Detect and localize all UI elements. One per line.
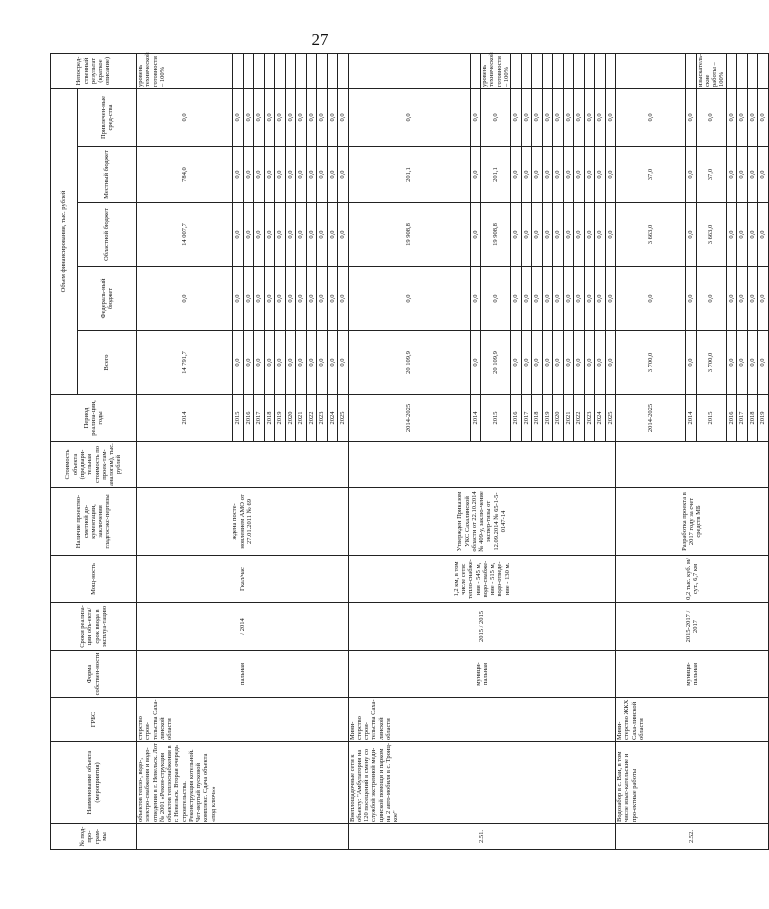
regional-cell: 0,0 bbox=[542, 203, 553, 267]
local-cell: 0,0 bbox=[747, 147, 758, 203]
local-cell: 0,0 bbox=[726, 147, 737, 203]
attracted-cell: 0,0 bbox=[737, 88, 748, 146]
result-cell bbox=[511, 53, 522, 88]
result-cell bbox=[348, 53, 470, 88]
local-cell: 0,0 bbox=[317, 147, 328, 203]
header-funding: Объем финансирования, тыс. рублей bbox=[51, 88, 78, 394]
local-cell: 0,0 bbox=[233, 147, 244, 203]
regional-cell: 0,0 bbox=[470, 203, 481, 267]
attracted-cell: 0,0 bbox=[317, 88, 328, 146]
total-cell: 0,0 bbox=[264, 331, 275, 395]
regional-cell: 0,0 bbox=[317, 203, 328, 267]
regional-cell: 0,0 bbox=[686, 203, 697, 267]
object-name: объектов тепло-, водо-, электро-снабжения и водо-отведения в г. Невельск. Лот № 2001 «Рекон-струкция объектов теплоснабжения в г. Невельск. Вторая очередь строительства. Реконструкция котельной. Чет-вертый пусковой комплекс. Сдача объекта «под ключ»» bbox=[137, 742, 349, 824]
attracted-cell: 0,0 bbox=[584, 88, 595, 146]
period-cell: 2023 bbox=[584, 395, 595, 442]
deadline-cell: 2015 / 2015 bbox=[348, 603, 616, 651]
total-cell: 0,0 bbox=[317, 331, 328, 395]
total-cell: 0,0 bbox=[563, 331, 574, 395]
total-cell: 3 700,0 bbox=[696, 331, 726, 395]
total-cell: 0,0 bbox=[584, 331, 595, 395]
local-cell: 0,0 bbox=[686, 147, 697, 203]
result-cell bbox=[532, 53, 543, 88]
local-cell: 0,0 bbox=[553, 147, 564, 203]
regional-cell: 0,0 bbox=[758, 203, 769, 267]
period-cell: 2014-2025 bbox=[616, 395, 686, 442]
federal-cell: 0,0 bbox=[747, 267, 758, 331]
regional-cell: 0,0 bbox=[726, 203, 737, 267]
local-cell: 0,0 bbox=[521, 147, 532, 203]
regional-cell: 0,0 bbox=[584, 203, 595, 267]
total-cell: 0,0 bbox=[285, 331, 296, 395]
local-cell: 0,0 bbox=[327, 147, 338, 203]
total-cell: 0,0 bbox=[233, 331, 244, 395]
federal-cell: 0,0 bbox=[563, 267, 574, 331]
regional-cell: 14 007,7 bbox=[137, 203, 233, 267]
header-number: № под-про-грам-мы bbox=[51, 824, 137, 850]
regional-cell: 0,0 bbox=[275, 203, 286, 267]
period-cell: 2018 bbox=[264, 395, 275, 442]
local-cell: 0,0 bbox=[584, 147, 595, 203]
attracted-cell: 0,0 bbox=[605, 88, 616, 146]
period-cell: 2014 bbox=[686, 395, 697, 442]
local-cell: 0,0 bbox=[264, 147, 275, 203]
federal-cell: 0,0 bbox=[696, 267, 726, 331]
result-cell bbox=[616, 53, 686, 88]
local-cell: 0,0 bbox=[595, 147, 606, 203]
result-cell bbox=[338, 53, 349, 88]
federal-cell: 0,0 bbox=[726, 267, 737, 331]
regional-cell: 0,0 bbox=[532, 203, 543, 267]
local-cell: 0,0 bbox=[542, 147, 553, 203]
regional-cell: 0,0 bbox=[243, 203, 254, 267]
federal-cell: 0,0 bbox=[348, 267, 470, 331]
result-cell bbox=[563, 53, 574, 88]
local-cell: 0,0 bbox=[563, 147, 574, 203]
federal-cell: 0,0 bbox=[521, 267, 532, 331]
regional-cell: 0,0 bbox=[605, 203, 616, 267]
header-docs: Наличие проектно-сметной до-кументации, заключения гладгосэкс-пертизы bbox=[51, 488, 137, 556]
period-cell: 2023 bbox=[317, 395, 328, 442]
total-cell: 0,0 bbox=[686, 331, 697, 395]
attracted-cell: 0,0 bbox=[511, 88, 522, 146]
header-name: Наименование объекта (мероприятия) bbox=[51, 742, 137, 824]
regional-cell: 0,0 bbox=[511, 203, 522, 267]
regional-cell: 0,0 bbox=[296, 203, 307, 267]
total-cell: 0,0 bbox=[542, 331, 553, 395]
table-row bbox=[137, 13, 233, 849]
total-cell: 0,0 bbox=[553, 331, 564, 395]
federal-cell: 0,0 bbox=[758, 267, 769, 331]
federal-cell: 0,0 bbox=[338, 267, 349, 331]
regional-cell: 3 663,0 bbox=[616, 203, 686, 267]
total-cell: 0,0 bbox=[511, 331, 522, 395]
period-cell: 2015 bbox=[696, 395, 726, 442]
regional-cell: 19 908,8 bbox=[481, 203, 511, 267]
header-federal: Федераль-ный бюджет bbox=[78, 267, 137, 331]
regional-cell: 0,0 bbox=[306, 203, 317, 267]
federal-cell: 0,0 bbox=[686, 267, 697, 331]
table-body bbox=[137, 13, 769, 849]
period-cell: 2016 bbox=[726, 395, 737, 442]
total-cell: 0,0 bbox=[327, 331, 338, 395]
total-cell: 0,0 bbox=[338, 331, 349, 395]
total-cell: 0,0 bbox=[470, 331, 481, 395]
local-cell: 0,0 bbox=[758, 147, 769, 203]
total-cell: 3 700,0 bbox=[616, 331, 686, 395]
grbs-cell: Мини-стерство ЖКХ Саха-линской области bbox=[616, 698, 769, 742]
ownership-cell: муници-пальная bbox=[348, 651, 616, 698]
federal-cell: 0,0 bbox=[296, 267, 307, 331]
federal-cell: 0,0 bbox=[481, 267, 511, 331]
local-cell: 0,0 bbox=[532, 147, 543, 203]
local-cell: 0,0 bbox=[243, 147, 254, 203]
attracted-cell: 0,0 bbox=[306, 88, 317, 146]
federal-cell: 0,0 bbox=[285, 267, 296, 331]
header-deadline: Сроки реализа-ции объ-екта/срок ввода в эксплуа-тацию bbox=[51, 603, 137, 651]
attracted-cell: 0,0 bbox=[521, 88, 532, 146]
period-cell: 2014 bbox=[137, 395, 233, 442]
ownership-cell: муници-пальная bbox=[616, 651, 769, 698]
deadline-cell: / 2014 bbox=[137, 603, 349, 651]
federal-cell: 0,0 bbox=[532, 267, 543, 331]
docs-cell: ждена посте-новлением АМО от 27.01.2011 № 69 bbox=[137, 488, 349, 556]
result-cell bbox=[737, 53, 748, 88]
total-cell: 0,0 bbox=[296, 331, 307, 395]
attracted-cell: 0,0 bbox=[616, 88, 686, 146]
period-cell: 2022 bbox=[306, 395, 317, 442]
federal-cell: 0,0 bbox=[595, 267, 606, 331]
federal-cell: 0,0 bbox=[737, 267, 748, 331]
attracted-cell: 0,0 bbox=[542, 88, 553, 146]
period-cell: 2014 bbox=[470, 395, 481, 442]
federal-cell: 0,0 bbox=[584, 267, 595, 331]
period-cell: 2020 bbox=[553, 395, 564, 442]
period-cell: 2019 bbox=[275, 395, 286, 442]
object-name: Водозабор в с. Ваи, в том числе изыс-кательские и про-ектные работы bbox=[616, 742, 769, 824]
federal-cell: 0,0 bbox=[306, 267, 317, 331]
result-cell bbox=[521, 53, 532, 88]
subprogram-number: 2.51. bbox=[348, 824, 616, 850]
header-cost: Стоимость объекта (предвари-тельная стоимость по проек-там-аналогам), тыс. рублей bbox=[51, 442, 137, 488]
period-cell: 2019 bbox=[758, 395, 769, 442]
attracted-cell: 0,0 bbox=[726, 88, 737, 146]
grbs-cell: стерство строи-тельства Саха-линской области bbox=[137, 698, 349, 742]
federal-cell: 0,0 bbox=[275, 267, 286, 331]
regional-cell: 0,0 bbox=[521, 203, 532, 267]
local-cell: 37,0 bbox=[696, 147, 726, 203]
total-cell: 20 109,9 bbox=[481, 331, 511, 395]
regional-cell: 0,0 bbox=[747, 203, 758, 267]
deadline-cell: 2015-2017 / 2017 bbox=[616, 603, 769, 651]
total-cell: 0,0 bbox=[521, 331, 532, 395]
federal-cell: 0,0 bbox=[553, 267, 564, 331]
header-regional: Областной бюджет bbox=[78, 203, 137, 267]
federal-cell: 0,0 bbox=[137, 267, 233, 331]
regional-cell: 19 908,8 bbox=[348, 203, 470, 267]
total-cell: 0,0 bbox=[595, 331, 606, 395]
local-cell: 0,0 bbox=[275, 147, 286, 203]
federal-cell: 0,0 bbox=[616, 267, 686, 331]
object-name: Внеплощадочные сети к объекту: "Амбулатория на 120 посещений в смену со службой экстренной меди-цинской помощи и парком на 2 авто-мобиля в с. Троиц-кое" bbox=[348, 742, 616, 824]
local-cell: 0,0 bbox=[470, 147, 481, 203]
federal-cell: 0,0 bbox=[605, 267, 616, 331]
result-cell bbox=[595, 53, 606, 88]
attracted-cell: 0,0 bbox=[243, 88, 254, 146]
result-cell bbox=[574, 53, 585, 88]
regional-cell: 0,0 bbox=[264, 203, 275, 267]
docs-cell: Утвержден Приказом УКС Сахалинской области от 22.10.2014 № 409-у, заклю-чение экспер-тизы от 12.09.2014 № 65-1-5-0147-14 bbox=[348, 488, 616, 556]
total-cell: 0,0 bbox=[254, 331, 265, 395]
federal-cell: 0,0 bbox=[574, 267, 585, 331]
header-ownership: Форма собствен-ности bbox=[51, 651, 137, 698]
regional-cell: 0,0 bbox=[338, 203, 349, 267]
cost-cell bbox=[616, 442, 769, 488]
attracted-cell: 0,0 bbox=[686, 88, 697, 146]
docs-cell: Разработка проекта в 2017 году за счет средств МБ bbox=[616, 488, 769, 556]
period-cell: 2017 bbox=[737, 395, 748, 442]
federal-cell: 0,0 bbox=[254, 267, 265, 331]
regional-cell: 0,0 bbox=[553, 203, 564, 267]
attracted-cell: 0,0 bbox=[532, 88, 543, 146]
attracted-cell: 0,0 bbox=[696, 88, 726, 146]
total-cell: 0,0 bbox=[737, 331, 748, 395]
local-cell: 0,0 bbox=[254, 147, 265, 203]
result-cell bbox=[275, 53, 286, 88]
attracted-cell: 0,0 bbox=[747, 88, 758, 146]
attracted-cell: 0,0 bbox=[327, 88, 338, 146]
result-cell bbox=[605, 53, 616, 88]
local-cell: 37,0 bbox=[616, 147, 686, 203]
result-cell bbox=[306, 53, 317, 88]
local-cell: 201,1 bbox=[481, 147, 511, 203]
attracted-cell: 0,0 bbox=[348, 88, 470, 146]
attracted-cell: 0,0 bbox=[275, 88, 286, 146]
total-cell: 0,0 bbox=[532, 331, 543, 395]
result-cell bbox=[317, 53, 328, 88]
period-cell: 2018 bbox=[747, 395, 758, 442]
period-cell: 2017 bbox=[521, 395, 532, 442]
capacity-cell: 0,2 тыс. куб. м/сут., 6,7 км bbox=[616, 556, 769, 603]
result-cell bbox=[726, 53, 737, 88]
result-cell bbox=[758, 53, 769, 88]
federal-cell: 0,0 bbox=[233, 267, 244, 331]
attracted-cell: 0,0 bbox=[563, 88, 574, 146]
federal-cell: 0,0 bbox=[327, 267, 338, 331]
attracted-cell: 0,0 bbox=[296, 88, 307, 146]
result-cell bbox=[470, 53, 481, 88]
attracted-cell: 0,0 bbox=[574, 88, 585, 146]
result-cell: изыскатель-ские работы – 100% bbox=[696, 53, 726, 87]
total-cell: 0,0 bbox=[726, 331, 737, 395]
regional-cell: 0,0 bbox=[285, 203, 296, 267]
total-cell: 0,0 bbox=[747, 331, 758, 395]
regional-cell: 3 663,0 bbox=[696, 203, 726, 267]
attracted-cell: 0,0 bbox=[553, 88, 564, 146]
period-cell: 2015 bbox=[233, 395, 244, 442]
attracted-cell: 0,0 bbox=[137, 88, 233, 146]
local-cell: 0,0 bbox=[737, 147, 748, 203]
local-cell: 0,0 bbox=[338, 147, 349, 203]
period-cell: 2017 bbox=[254, 395, 265, 442]
result-cell bbox=[747, 53, 758, 88]
period-cell: 2024 bbox=[327, 395, 338, 442]
result-cell bbox=[233, 53, 244, 88]
local-cell: 0,0 bbox=[605, 147, 616, 203]
local-cell: 0,0 bbox=[511, 147, 522, 203]
attracted-cell: 0,0 bbox=[481, 88, 511, 146]
result-cell bbox=[243, 53, 254, 88]
header-period: Период реализа-ции, годы bbox=[51, 395, 137, 442]
local-cell: 201,1 bbox=[348, 147, 470, 203]
result-cell bbox=[542, 53, 553, 88]
total-cell: 0,0 bbox=[574, 331, 585, 395]
attracted-cell: 0,0 bbox=[264, 88, 275, 146]
header-grbs: ГРБС bbox=[51, 698, 137, 742]
header-local: Местный бюджет bbox=[78, 147, 137, 203]
total-cell: 0,0 bbox=[275, 331, 286, 395]
period-cell: 2021 bbox=[296, 395, 307, 442]
result-cell bbox=[327, 53, 338, 88]
header-capacity: Мощ-ность bbox=[51, 556, 137, 603]
period-cell: 2016 bbox=[243, 395, 254, 442]
period-cell: 2016 bbox=[511, 395, 522, 442]
total-cell: 20 109,9 bbox=[348, 331, 470, 395]
attracted-cell: 0,0 bbox=[470, 88, 481, 146]
federal-cell: 0,0 bbox=[243, 267, 254, 331]
capacity-cell: Гкал/час bbox=[137, 556, 349, 603]
regional-cell: 0,0 bbox=[563, 203, 574, 267]
result-cell bbox=[553, 53, 564, 88]
program-objects-table bbox=[50, 13, 769, 850]
period-cell: 2015 bbox=[481, 395, 511, 442]
federal-cell: 0,0 bbox=[470, 267, 481, 331]
federal-cell: 0,0 bbox=[264, 267, 275, 331]
period-cell: 2014-2025 bbox=[348, 395, 470, 442]
local-cell: 784,0 bbox=[137, 147, 233, 203]
subprogram-number: 2.52. bbox=[616, 824, 769, 850]
ownership-cell: пальная bbox=[137, 651, 349, 698]
attracted-cell: 0,0 bbox=[758, 88, 769, 146]
result-cell bbox=[285, 53, 296, 88]
total-cell: 0,0 bbox=[605, 331, 616, 395]
attracted-cell: 0,0 bbox=[338, 88, 349, 146]
period-cell: 2020 bbox=[285, 395, 296, 442]
subprogram-number bbox=[137, 824, 349, 850]
period-cell: 2022 bbox=[574, 395, 585, 442]
result-cell: уровень технической готовности – 100% bbox=[137, 53, 233, 88]
header-result: Непосред-ственный результат (краткое описание) bbox=[51, 53, 137, 88]
result-cell: уровень технической готовности – 100% bbox=[481, 52, 510, 87]
local-cell: 0,0 bbox=[296, 147, 307, 203]
federal-cell: 0,0 bbox=[542, 267, 553, 331]
table-row bbox=[348, 13, 470, 849]
result-cell bbox=[686, 53, 697, 88]
cost-cell bbox=[348, 442, 616, 488]
total-cell: 14 791,7 bbox=[137, 331, 233, 395]
regional-cell: 0,0 bbox=[574, 203, 585, 267]
page-number: 27 bbox=[311, 30, 329, 49]
header-attracted: Привлечен-ные сред-ства bbox=[78, 88, 137, 146]
federal-cell: 0,0 bbox=[511, 267, 522, 331]
result-cell bbox=[254, 53, 265, 88]
attracted-cell: 0,0 bbox=[285, 88, 296, 146]
regional-cell: 0,0 bbox=[327, 203, 338, 267]
result-cell bbox=[264, 53, 275, 88]
period-cell: 2024 bbox=[595, 395, 606, 442]
attracted-cell: 0,0 bbox=[233, 88, 244, 146]
attracted-cell: 0,0 bbox=[595, 88, 606, 146]
regional-cell: 0,0 bbox=[233, 203, 244, 267]
capacity-cell: 1,2 км, в том числе сети: тепло-снабже-ния - 545 м, водо-снабже-ние - 515 м, водо-отведе-ние - 130 м. bbox=[348, 556, 616, 603]
period-cell: 2018 bbox=[532, 395, 543, 442]
result-cell bbox=[584, 53, 595, 88]
total-cell: 0,0 bbox=[758, 331, 769, 395]
regional-cell: 0,0 bbox=[595, 203, 606, 267]
rotated-table-frame bbox=[50, 52, 767, 850]
header-total: Всего bbox=[78, 331, 137, 395]
period-cell: 2025 bbox=[605, 395, 616, 442]
regional-cell: 0,0 bbox=[737, 203, 748, 267]
local-cell: 0,0 bbox=[285, 147, 296, 203]
federal-cell: 0,0 bbox=[317, 267, 328, 331]
total-cell: 0,0 bbox=[306, 331, 317, 395]
result-cell bbox=[296, 53, 307, 88]
cost-cell bbox=[137, 442, 349, 488]
local-cell: 0,0 bbox=[574, 147, 585, 203]
regional-cell: 0,0 bbox=[254, 203, 265, 267]
grbs-cell: Мини-стерство строи-тельства Саха-линской области bbox=[348, 698, 616, 742]
period-cell: 2021 bbox=[563, 395, 574, 442]
period-cell: 2019 bbox=[542, 395, 553, 442]
local-cell: 0,0 bbox=[306, 147, 317, 203]
period-cell: 2025 bbox=[338, 395, 349, 442]
table-row bbox=[616, 13, 686, 849]
total-cell: 0,0 bbox=[243, 331, 254, 395]
attracted-cell: 0,0 bbox=[254, 88, 265, 146]
